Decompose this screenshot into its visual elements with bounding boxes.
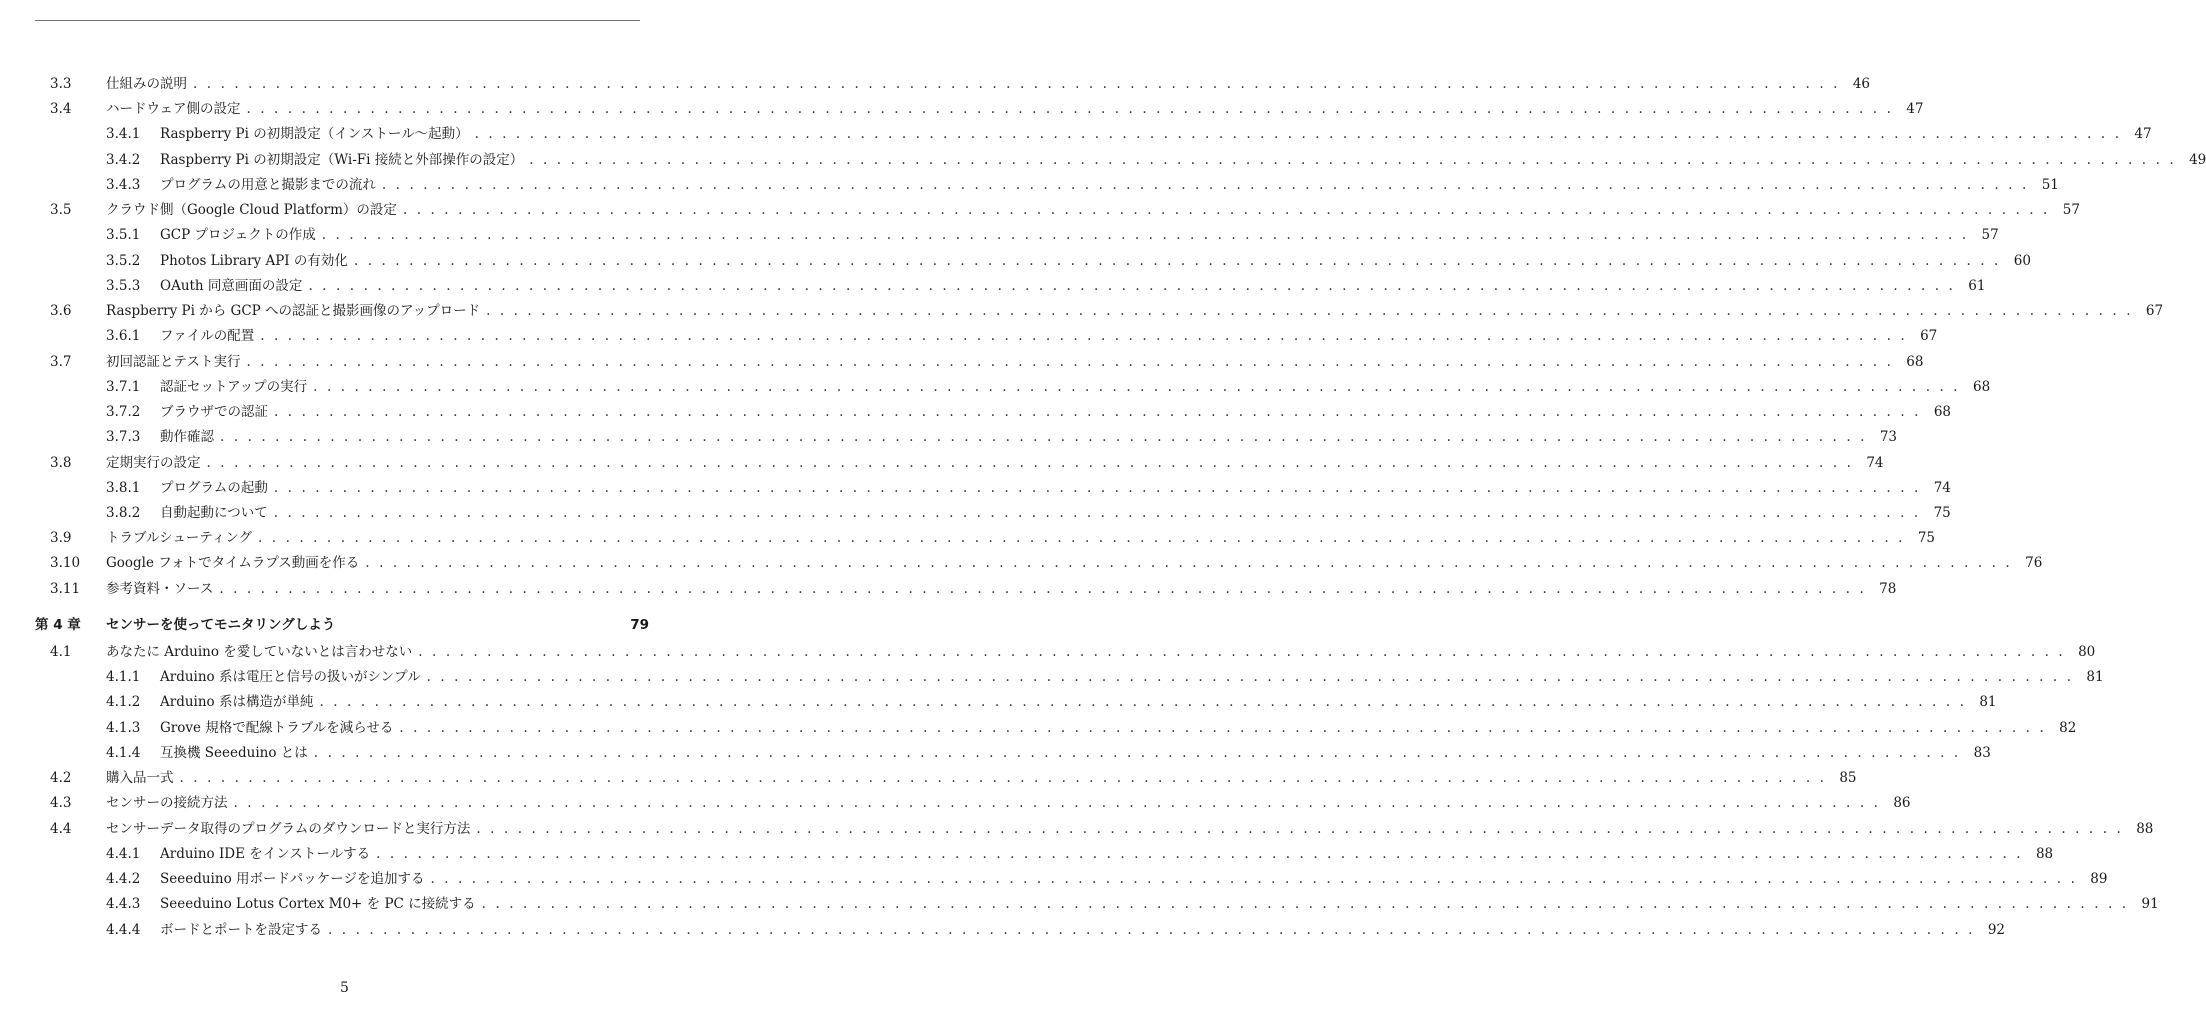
toc-entry-title: Grove 規格で配線トラブルを減らせる	[160, 719, 394, 736]
toc-section-row[interactable]	[0, 299, 2164, 324]
toc-entry-number: 3.6	[50, 303, 72, 320]
toc-section-row[interactable]	[0, 526, 1936, 551]
toc-entry-title: 自動起動について	[160, 504, 268, 521]
toc-entry-number: 3.8	[50, 454, 72, 471]
toc-section-row[interactable]	[0, 791, 1911, 816]
dot-leader: . . . . . . . . . . . . . . . . . . . . . . . . . . . . . . . . . . . . . . . . . . . . . . . . . . . . . . . . . . . . . . . . . . . . . . . . . . . . . . . . . . . . . . . . . . . . . . . . . . . . . . . . . . . . . . . . . . . . . . . .	[233, 795, 1881, 812]
toc-entry-page: 67	[2145, 303, 2164, 320]
dot-leader: . . . . . . . . . . . . . . . . . . . . . . . . . . . . . . . . . . . . . . . . . . . . . . . . . . . . . . . . . . . . . . . . . . . . . . . . . . . . . . . . . . . . . . . . . . . . . . . . . . . . . . . . . . . . . . . . . . . . . . . .	[274, 404, 1922, 421]
toc-subsection-row[interactable]	[0, 173, 2059, 198]
toc-entry-title: Seeeduino 用ボードパッケージを追加する	[160, 871, 425, 888]
toc-entry-number: 3.4	[50, 101, 72, 118]
toc-entry-title: Arduino 系は構造が単純	[160, 694, 314, 711]
dot-leader: . . . . . . . . . . . . . . . . . . . . . . . . . . . . . . . . . . . . . . . . . . . . . . . . . . . . . . . . . . . . . . . . . . . . . . . . . . . . . . . . . . . . . . . . . . . . . . . . . . . . . . . . . . . . . . . . . . . . . . . .	[430, 871, 2078, 888]
toc-entry-number: 4.3	[50, 795, 72, 812]
header-rule	[35, 20, 640, 21]
toc-subsection-row[interactable]	[0, 223, 1999, 248]
toc-entry-title: 購入品一式	[106, 770, 174, 787]
toc-entry-page: 82	[2059, 719, 2077, 736]
toc-entry-title: ファイルの配置	[160, 328, 255, 345]
toc-entry-number: 3.10	[50, 555, 81, 572]
dot-leader: . . . . . . . . . . . . . . . . . . . . . . . . . . . . . . . . . . . . . . . . . . . . . . . . . . . . . . . . . . . . . . . . . . . . . . . . . . . . . . . . . . . . . . . . . . . . . . . . . . . . . . . . . . . . . . . . . . . . . . . .	[319, 694, 1967, 711]
toc-entry-number: 3.3	[50, 76, 72, 92]
toc-entry-number: 3.5.1	[106, 227, 141, 244]
toc-entry-number: 3.5.3	[106, 277, 141, 294]
dot-leader: . . . . . . . . . . . . . . . . . . . . . . . . . . . . . . . . . . . . . . . . . . . . . . . . . . . . . . . . . . . . . . . . . . . . . . . . . . . . . . . . . . . . . . . . . . . . . . . . . . . . . . . . . . . . . . . . . . . . . . . .	[273, 479, 1921, 496]
dot-leader: . . . . . . . . . . . . . . . . . . . . . . . . . . . . . . . . . . . . . . . . . . . . . . . . . . . . . . . . . . . . . . . . . . . . . . . . . . . . . . . . . . . . . . . . . . . . . . . . . . . . . . . . . . . . . . . . . . . . . . . .	[206, 454, 1854, 471]
dot-leader: . . . . . . . . . . . . . . . . . . . . . . . . . . . . . . . . . . . . . . . . . . . . . . . . . . . . . . . . . . . . . . . . . . . . . . . . . . . . . . . . . . . . . . . . . . . . . . . . . . . . . . . . . . . . . . . . . . . . . . . .	[313, 744, 1961, 761]
toc-section-row[interactable]	[0, 640, 2096, 665]
toc-section-row[interactable]	[0, 551, 2043, 576]
toc-entry-page: 68	[1933, 404, 1952, 421]
toc-entry-number: 3.6.1	[106, 328, 141, 345]
toc-subsection-row[interactable]	[0, 425, 1898, 450]
dot-leader: . . . . . . . . . . . . . . . . . . . . . . . . . . . . . . . . . . . . . . . . . . . . . . . . . . . . . . . . . . . . . . . . . . . . . . . . . . . . . . . . . . . . . . . . . . . . . . . . . . . . . . . . . . . . . . . . . . . . . . . .	[486, 303, 2134, 320]
toc-entry-number: 4.4.4	[106, 921, 141, 938]
toc-entry-page: 67	[1920, 328, 1938, 345]
toc-entry-number: 3.7.1	[106, 378, 141, 395]
toc-entry-page: 57	[2062, 202, 2080, 219]
toc-subsection-row[interactable]	[0, 375, 1991, 400]
toc-entry-title: 認証セットアップの実行	[160, 378, 308, 395]
toc-entry-page: 47	[2134, 126, 2152, 143]
toc-entry-title: トラブルシューティング	[106, 530, 253, 547]
toc-entry-title: 仕組みの説明	[106, 76, 187, 92]
toc-entry-page: 73	[1879, 429, 1898, 446]
toc-subsection-row[interactable]	[0, 476, 1951, 501]
toc-entry-page: 88	[2136, 820, 2154, 837]
toc-entry-number: 4.1.1	[106, 669, 141, 686]
toc-subsection-row[interactable]	[0, 501, 1951, 526]
toc-entry-page: 75	[1917, 530, 1936, 547]
toc-entry-number: 3.8.2	[106, 504, 141, 521]
toc-entry-number: 3.4.3	[106, 176, 141, 193]
toc-entry-page: 75	[1933, 504, 1951, 521]
toc-section-row[interactable]	[0, 72, 1871, 97]
toc-entry-page: 79	[630, 616, 649, 633]
dot-leader: . . . . . . . . . . . . . . . . . . . . . . . . . . . . . . . . . . . . . . . . . . . . . . . . . . . . . . . . . . . . . . . . . . . . . . . . . . . . . . . . . . . . . . . . . . . . . . . . . . . . . . . . . . . . . . . . . . . . . . . .	[246, 101, 1894, 118]
dot-leader: . . . . . . . . . . . . . . . . . . . . . . . . . . . . . . . . . . . . . . . . . . . . . . . . . . . . . . . . . . . . . . . . . . . . . . . . . . . . . . . . . . . . . . . . . . . . . . . . . . . . . . . . . . . . . . . . . . . . . . . .	[365, 555, 2013, 572]
toc-entry-number: 4.4.3	[106, 896, 141, 913]
dot-leader: . . . . . . . . . . . . . . . . . . . . . . . . . . . . . . . . . . . . . . . . . . . . . . . . . . . . . . . . . . . . . . . . . . . . . . . . . . . . . . . . . . . . . . . . . . . . . . . . . . . . . . . . . . . . . . . . . . . . . . . .	[179, 770, 1827, 787]
toc-section-row[interactable]	[0, 350, 1924, 375]
dot-leader: . . . . . . . . . . . . . . . . . . . . . . . . . . . . . . . . . . . . . . . . . . . . . . . . . . . . . . . . . . . . . . . . . . . . . . . . . . . . . . . . . . . . . . . . . . . . . . . . . . . . . . . . . . . . . . . . . . . . . . . .	[321, 227, 1969, 244]
dot-leader: . . . . . . . . . . . . . . . . . . . . . . . . . . . . . . . . . . . . . . . . . . . . . . . . . . . . . . . . . . . . . . . . . . . . . . . . . . . . . . . . . . . . . . . . . . . . . . . . . . . . . . . . . . . . . . . . . . . . . . . .	[474, 126, 2122, 143]
toc-entry-page: 88	[2035, 845, 2054, 862]
toc-subsection-row[interactable]	[0, 324, 1938, 349]
toc-entry-page: 68	[1906, 353, 1924, 370]
toc-subsection-row[interactable]	[0, 249, 2031, 274]
dot-leader: . . . . . . . . . . . . . . . . . . . . . . . . . . . . . . . . . . . . . . . . . . . . . . . . . . . . . . . . . . . . . . . . . . . . . . . . . . . . . . . . . . . . . . . . . . . . . . . . . . . . . . . . . . . . . . . . . . . . . . . .	[313, 378, 1961, 395]
toc-subsection-row[interactable]	[0, 918, 2006, 943]
toc-entry-page: 83	[1973, 744, 1991, 761]
toc-entry-title: プログラムの起動	[160, 479, 268, 496]
toc-entry-title: センサーを使ってモニタリングしよう	[106, 616, 336, 633]
toc-subsection-row[interactable]	[0, 690, 1997, 715]
dot-leader: . . . . . . . . . . . . . . . . . . . . . . . . . . . . . . . . . . . . . . . . . . . . . . . . . . . . . . . . . . . . . . . . . . . . . . . . . . . . . . . . . . . . . . . . . . . . . . . . . . . . . . . . . . . . . . . . . . . . . . . .	[258, 530, 1906, 547]
toc-subsection-row[interactable]	[0, 716, 2077, 741]
toc-entry-title: 初回認証とテスト実行	[106, 353, 241, 370]
toc-entry-title: Photos Library API の有効化	[160, 252, 348, 269]
toc-entry-title: センサーデータ取得のプログラムのダウンロードと実行方法	[106, 820, 471, 837]
toc-entry-title: OAuth 同意画面の設定	[160, 277, 303, 294]
toc-entry-title: Google フォトでタイムラプス動画を作る	[106, 555, 360, 572]
toc-entry-page: 78	[1879, 580, 1897, 597]
dot-leader: . . . . . . . . . . . . . . . . . . . . . . . . . . . . . . . . . . . . . . . . . . . . . . . . . . . . . . . . . . . . . . . . . . . . . . . . . . . . . . . . . . . . . . . . . . . . . . . . . . . . . . . . . . . . . . . . . . . . . . . .	[481, 896, 2129, 913]
toc-entry-number: 4.1.2	[106, 694, 141, 711]
toc-entry-page: 80	[2078, 643, 2096, 660]
toc-section-row[interactable]	[0, 198, 2080, 223]
toc-subsection-row[interactable]	[0, 892, 2159, 917]
toc-entry-number: 4.1	[50, 643, 72, 660]
toc-entry-number: 4.1.3	[106, 719, 141, 736]
table-of-contents	[0, 72, 2206, 943]
toc-entry-number: 3.7.2	[106, 404, 141, 421]
toc-subsection-row[interactable]	[0, 665, 2104, 690]
toc-entry-title: ブラウザでの認証	[160, 404, 268, 421]
toc-entry-title: ボードとポートを設定する	[160, 921, 322, 938]
toc-subsection-row[interactable]	[0, 122, 2152, 147]
toc-entry-page: 91	[2141, 896, 2159, 913]
toc-section-row[interactable]	[0, 97, 1924, 122]
toc-entry-title: Arduino 系は電圧と信号の扱いがシンプル	[160, 669, 421, 686]
dot-leader: . . . . . . . . . . . . . . . . . . . . . . . . . . . . . . . . . . . . . . . . . . . . . . . . . . . . . . . . . . . . . . . . . . . . . . . . . . . . . . . . . . . . . . . . . . . . . . . . . . . . . . . . . . . . . . . . . . . . . . . .	[353, 252, 2001, 269]
toc-entry-number: 3.11	[50, 580, 81, 597]
toc-entry-title: Arduino IDE をインストールする	[160, 845, 371, 862]
toc-entry-page: 76	[2025, 555, 2043, 572]
toc-entry-page: 60	[2013, 252, 2031, 269]
toc-subsection-row[interactable]	[0, 148, 2206, 173]
toc-entry-title: プログラムの用意と撮影までの流れ	[160, 176, 376, 193]
toc-entry-number: 3.7.3	[106, 429, 141, 446]
toc-entry-number: 4.4	[50, 820, 72, 837]
toc-entry-number: 第 4 章	[35, 616, 81, 633]
toc-entry-title: Seeeduino Lotus Cortex M0+ を PC に接続する	[160, 896, 476, 913]
dot-leader: . . . . . . . . . . . . . . . . . . . . . . . . . . . . . . . . . . . . . . . . . . . . . . . . . . . . . . . . . . . . . . . . . . . . . . . . . . . . . . . . . . . . . . . . . . . . . . . . . . . . . . . . . . . . . . . . . . . . . . . .	[260, 328, 1908, 345]
toc-entry-number: 3.9	[50, 530, 72, 547]
toc-entry-page: 57	[1981, 227, 1999, 244]
toc-entry-page: 47	[1906, 101, 1924, 118]
toc-subsection-row[interactable]	[0, 741, 1991, 766]
toc-entry-page: 81	[2086, 669, 2104, 686]
dot-leader: . . . . . . . . . . . . . . . . . . . . . . . . . . . . . . . . . . . . . . . . . . . . . . . . . . . . . . . . . . . . . . . . . . . . . . . . . . . . . . . . . . . . . . . . . . . . . . . . . . . . . . . . . . . . . . . . . . . . . . . .	[308, 277, 1956, 294]
dot-leader: . . . . . . . . . . . . . . . . . . . . . . . . . . . . . . . . . . . . . . . . . . . . . . . . . . . . . . . . . . . . . . . . . . . . . . . . . . . . . . . . . . . . . . . . . . . . . . . . . . . . . . . . . . . . . . . . . . . . . . . .	[193, 76, 1841, 92]
toc-entry-page: 74	[1866, 454, 1884, 471]
dot-leader: . . . . . . . . . . . . . . . . . . . . . . . . . . . . . . . . . . . . . . . . . . . . . . . . . . . . . . . . . . . . . . . . . . . . . . . . . . . . . . . . . . . . . . . . . . . . . . . . . . . . . . . . . . . . . . . . . . . . . . . .	[273, 504, 1921, 521]
toc-chapter-row[interactable]	[0, 608, 689, 642]
toc-entry-number: 4.4.2	[106, 871, 141, 888]
toc-entry-page: 86	[1893, 795, 1911, 812]
toc-subsection-row[interactable]	[0, 274, 1986, 299]
toc-entry-page: 51	[2041, 176, 2059, 193]
toc-entry-number: 4.2	[50, 770, 72, 787]
dot-leader: . . . . . . . . . . . . . . . . . . . . . . . . . . . . . . . . . . . . . . . . . . . . . . . . . . . . . . . . . . . . . . . . . . . . . . . . . . . . . . . . . . . . . . . . . . . . . . . . . . . . . . . . . . . . . . . . . . . . . . . .	[219, 580, 1867, 597]
dot-leader: . . . . . . . . . . . . . . . . . . . . . . . . . . . . . . . . . . . . . . . . . . . . . . . . . . . . . . . . . . . . . . . . . . . . . . . . . . . . . . . . . . . . . . . . . . . . . . . . . . . . . . . . . . . . . . . . . . . . . . . .	[246, 353, 1894, 370]
toc-entry-page: 92	[1987, 921, 2006, 938]
dot-leader: . . . . . . . . . . . . . . . . . . . . . . . . . . . . . . . . . . . . . . . . . . . . . . . . . . . . . . . . . . . . . . . . . . . . . . . . . . . . . . . . . . . . . . . . . . . . . . . . . . . . . . . . . . . . . . . . . . . . . . . .	[402, 202, 2050, 219]
toc-entry-number: 3.5.2	[106, 252, 141, 269]
dot-leader: . . . . . . . . . . . . . . . . . . . . . . . . . . . . . . . . . . . . . . . . . . . . . . . . . . . . . . . . . . . . . . . . . . . . . . . . . . . . . . . . . . . . . . . . . . . . . . . . . . . . . . . . . . . . . . . . . . . . . . . .	[476, 820, 2124, 837]
toc-entry-title: Raspberry Pi の初期設定（インストール〜起動）	[160, 126, 469, 143]
toc-entry-title: 定期実行の設定	[106, 454, 201, 471]
toc-entry-title: 互換機 Seeeduino とは	[160, 744, 308, 761]
toc-entry-title: Raspberry Pi から GCP への認証と撮影画像のアップロード	[106, 303, 481, 320]
dot-leader: . . . . . . . . . . . . . . . . . . . . . . . . . . . . . . . . . . . . . . . . . . . . . . . . . . . . . . . . . . . . . . . . . . . . . . . . . . . . . . . . . . . . . . . . . . . . . . . . . . . . . . . . . . . . . . . . . . . . . . . .	[381, 176, 2029, 193]
toc-entry-title: あなたに Arduino を愛していないとは言わせない	[106, 643, 413, 660]
toc-entry-title: GCP プロジェクトの作成	[160, 227, 316, 244]
toc-entry-title: 参考資料・ソース	[106, 580, 214, 597]
toc-section-row[interactable]	[0, 766, 1857, 791]
toc-entry-number: 3.5	[50, 202, 72, 219]
toc-entry-number: 4.1.4	[106, 744, 141, 761]
toc-entry-title: 動作確認	[160, 429, 214, 446]
toc-subsection-row[interactable]	[0, 867, 2108, 892]
toc-entry-title: クラウド側（Google Cloud Platform）の設定	[106, 202, 397, 219]
toc-entry-number: 3.4.2	[106, 151, 141, 168]
toc-entry-number: 4.4.1	[106, 845, 141, 862]
page-number: 5	[340, 980, 349, 996]
dot-leader: . . . . . . . . . . . . . . . . . . . . . . . . . . . . . . . . . . . . . . . . . . . . . . . . . . . . . . . . . . . . . . . . . . . . . . . . . . . . . . . . . . . . . . . . . . . . . . . . . . . . . . . . . . . . . . . . . . . . . . . .	[328, 921, 1976, 938]
dot-leader: . . . . . . . . . . . . . . . . . . . . . . . . . . . . . . . . . . . . . . . . . . . . . . . . . . . . . . . . . . . . . . . . . . . . . . . . . . . . . . . . . . . . . . . . . . . . . . . . . . . . . . . . . . . . . . . . . . . . . . . .	[426, 669, 2074, 686]
dot-leader: . . . . . . . . . . . . . . . . . . . . . . . . . . . . . . . . . . . . . . . . . . . . . . . . . . . . . . . . . . . . . . . . . . . . . . . . . . . . . . . . . . . . . . . . . . . . . . . . . . . . . . . . . . . . . . . . . . . . . . . .	[529, 151, 2177, 168]
toc-entry-page: 81	[1979, 694, 1997, 711]
toc-section-row[interactable]	[0, 577, 1897, 602]
toc-entry-page: 68	[1972, 378, 1991, 395]
toc-entry-title: Raspberry Pi の初期設定（Wi-Fi 接続と外部操作の設定）	[160, 151, 524, 168]
toc-subsection-row[interactable]	[0, 400, 1952, 425]
dot-leader: . . . . . . . . . . . . . . . . . . . . . . . . . . . . . . . . . . . . . . . . . . . . . . . . . . . . . . . . . . . . . . . . . . . . . . . . . . . . . . . . . . . . . . . . . . . . . . . . . . . . . . . . . . . . . . . . . . . . . . . .	[220, 429, 1868, 446]
toc-entry-page: 85	[1839, 770, 1857, 787]
toc-entry-number: 3.4.1	[106, 126, 141, 143]
toc-entry-page: 74	[1933, 479, 1951, 496]
toc-entry-title: センサーの接続方法	[106, 795, 228, 812]
toc-entry-page: 46	[1852, 76, 1871, 92]
toc-section-row[interactable]	[0, 817, 2154, 842]
toc-entry-number: 3.7	[50, 353, 72, 370]
toc-subsection-row[interactable]	[0, 842, 2054, 867]
toc-section-row[interactable]	[0, 451, 1884, 476]
toc-entry-number: 3.8.1	[106, 479, 141, 496]
toc-entry-page: 61	[1968, 277, 1986, 294]
dot-leader: . . . . . . . . . . . . . . . . . . . . . . . . . . . . . . . . . . . . . . . . . . . . . . . . . . . . . . . . . . . . . . . . . . . . . . . . . . . . . . . . . . . . . . . . . . . . . . . . . . . . . . . . . . . . . . . . . . . . . . . .	[399, 719, 2047, 736]
dot-leader: . . . . . . . . . . . . . . . . . . . . . . . . . . . . . . . . . . . . . . . . . . . . . . . . . . . . . . . . . . . . . . . . . . . . . . . . . . . . . . . . . . . . . . . . . . . . . . . . . . . . . . . . . . . . . . . . . . . . . . . .	[418, 643, 2066, 660]
toc-entry-title: ハードウェア側の設定	[106, 101, 241, 118]
dot-leader: . . . . . . . . . . . . . . . . . . . . . . . . . . . . . . . . . . . . . . . . . . . . . . . . . . . . . . . . . . . . . . . . . . . . . . . . . . . . . . . . . . . . . . . . . . . . . . . . . . . . . . . . . . . . . . . . . . . . . . . .	[376, 845, 2024, 862]
toc-entry-page: 49	[2189, 151, 2206, 168]
toc-entry-page: 89	[2090, 871, 2108, 888]
